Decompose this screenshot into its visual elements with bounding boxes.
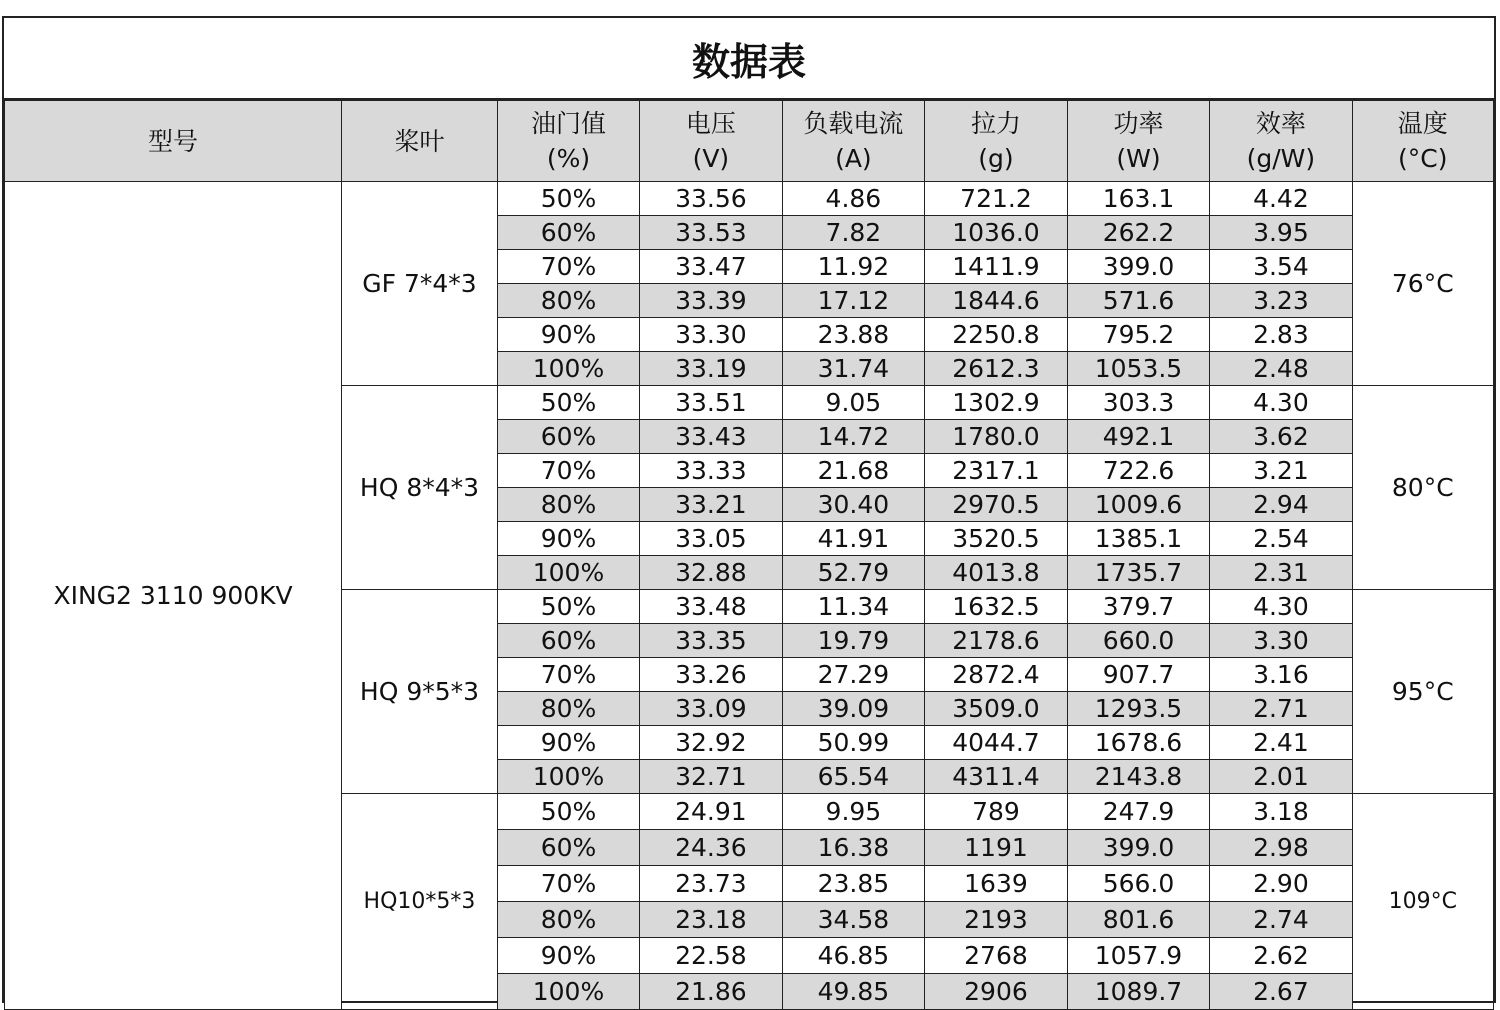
- power-cell: 379.7: [1067, 590, 1210, 624]
- header-row: [5, 101, 1494, 182]
- power-cell: 722.6: [1067, 454, 1210, 488]
- efficiency-cell: 3.23: [1210, 284, 1352, 318]
- throttle-cell: 80%: [497, 488, 639, 522]
- header-unit: (W): [1116, 144, 1161, 173]
- voltage-cell: 32.88: [640, 556, 782, 590]
- voltage-cell: 32.71: [640, 760, 782, 794]
- thrust-cell: 2612.3: [925, 352, 1068, 386]
- thrust-cell: 2250.8: [925, 318, 1068, 352]
- header-unit: (°C): [1398, 144, 1448, 173]
- efficiency-cell: 2.48: [1210, 352, 1352, 386]
- throttle-cell: 90%: [497, 522, 639, 556]
- current-cell: 23.88: [782, 318, 925, 352]
- thrust-cell: 1191: [925, 830, 1068, 866]
- header-unit: (A): [835, 144, 872, 173]
- throttle-cell: 70%: [497, 250, 639, 284]
- header-prop: [342, 101, 498, 182]
- throttle-cell: 80%: [497, 902, 639, 938]
- current-cell: 9.95: [782, 794, 925, 830]
- throttle-cell: 100%: [497, 974, 639, 1010]
- throttle-cell: 50%: [497, 386, 639, 420]
- current-cell: 9.05: [782, 386, 925, 420]
- thrust-cell: 1411.9: [925, 250, 1068, 284]
- throttle-cell: 70%: [497, 658, 639, 692]
- power-cell: 566.0: [1067, 866, 1210, 902]
- efficiency-cell: 2.62: [1210, 938, 1352, 974]
- thrust-cell: 1302.9: [925, 386, 1068, 420]
- current-cell: 50.99: [782, 726, 925, 760]
- current-cell: 14.72: [782, 420, 925, 454]
- power-cell: 303.3: [1067, 386, 1210, 420]
- table-row: [5, 182, 1494, 216]
- power-cell: 1385.1: [1067, 522, 1210, 556]
- power-cell: 399.0: [1067, 830, 1210, 866]
- header-voltage: [640, 101, 782, 182]
- efficiency-cell: 2.90: [1210, 866, 1352, 902]
- thrust-cell: 2872.4: [925, 658, 1068, 692]
- throttle-cell: 90%: [497, 938, 639, 974]
- throttle-cell: 70%: [497, 454, 639, 488]
- thrust-cell: 4044.7: [925, 726, 1068, 760]
- current-cell: 41.91: [782, 522, 925, 556]
- thrust-cell: 2317.1: [925, 454, 1068, 488]
- efficiency-cell: 3.16: [1210, 658, 1352, 692]
- thrust-cell: 789: [925, 794, 1068, 830]
- prop-cell: HQ 8*4*3: [342, 386, 498, 590]
- current-cell: 17.12: [782, 284, 925, 318]
- header-label: 电压: [685, 109, 736, 138]
- current-cell: 4.86: [782, 182, 925, 216]
- voltage-cell: 33.30: [640, 318, 782, 352]
- table-body: [5, 182, 1494, 1010]
- efficiency-cell: 4.30: [1210, 590, 1352, 624]
- header-label: 效率: [1255, 109, 1306, 138]
- header-unit: (g): [978, 144, 1014, 173]
- thrust-cell: 1639: [925, 866, 1068, 902]
- header-thrust: [925, 101, 1068, 182]
- temperature-cell: 80°C: [1352, 386, 1493, 590]
- thrust-cell: 2768: [925, 938, 1068, 974]
- voltage-cell: 24.36: [640, 830, 782, 866]
- power-cell: 492.1: [1067, 420, 1210, 454]
- header-unit: (g/W): [1246, 144, 1316, 173]
- voltage-cell: 22.58: [640, 938, 782, 974]
- current-cell: 23.85: [782, 866, 925, 902]
- power-cell: 571.6: [1067, 284, 1210, 318]
- header-current: [782, 101, 925, 182]
- voltage-cell: 33.35: [640, 624, 782, 658]
- power-cell: 2143.8: [1067, 760, 1210, 794]
- current-cell: 11.92: [782, 250, 925, 284]
- efficiency-cell: 3.62: [1210, 420, 1352, 454]
- power-cell: 1053.5: [1067, 352, 1210, 386]
- header-unit: (V): [692, 144, 730, 173]
- efficiency-cell: 3.21: [1210, 454, 1352, 488]
- voltage-cell: 33.21: [640, 488, 782, 522]
- current-cell: 52.79: [782, 556, 925, 590]
- efficiency-cell: 3.54: [1210, 250, 1352, 284]
- thrust-cell: 721.2: [925, 182, 1068, 216]
- header-unit: (%): [546, 144, 591, 173]
- power-cell: 1678.6: [1067, 726, 1210, 760]
- power-cell: 1089.7: [1067, 974, 1210, 1010]
- throttle-cell: 80%: [497, 284, 639, 318]
- header-label: 负载电流: [803, 109, 904, 138]
- voltage-cell: 33.33: [640, 454, 782, 488]
- throttle-cell: 50%: [497, 182, 639, 216]
- header-label: 油门值: [530, 109, 606, 138]
- header-label: 桨叶: [394, 126, 445, 156]
- header-power: [1067, 101, 1210, 182]
- header-throttle: [497, 101, 639, 182]
- efficiency-cell: 3.18: [1210, 794, 1352, 830]
- current-cell: 46.85: [782, 938, 925, 974]
- throttle-cell: 80%: [497, 692, 639, 726]
- current-cell: 16.38: [782, 830, 925, 866]
- throttle-cell: 60%: [497, 216, 639, 250]
- prop-cell: HQ 9*5*3: [342, 590, 498, 794]
- voltage-cell: 33.53: [640, 216, 782, 250]
- voltage-cell: 33.56: [640, 182, 782, 216]
- voltage-cell: 33.47: [640, 250, 782, 284]
- voltage-cell: 33.26: [640, 658, 782, 692]
- efficiency-cell: 2.83: [1210, 318, 1352, 352]
- header-model: [5, 101, 342, 182]
- voltage-cell: 33.19: [640, 352, 782, 386]
- thrust-cell: 2193: [925, 902, 1068, 938]
- temperature-cell: 109°C: [1352, 794, 1493, 1010]
- efficiency-cell: 2.74: [1210, 902, 1352, 938]
- power-cell: 399.0: [1067, 250, 1210, 284]
- efficiency-cell: 3.30: [1210, 624, 1352, 658]
- temperature-cell: 95°C: [1352, 590, 1493, 794]
- voltage-cell: 33.51: [640, 386, 782, 420]
- header-label: 拉力: [970, 109, 1021, 138]
- thrust-cell: 1844.6: [925, 284, 1068, 318]
- voltage-cell: 33.09: [640, 692, 782, 726]
- current-cell: 65.54: [782, 760, 925, 794]
- voltage-cell: 32.92: [640, 726, 782, 760]
- efficiency-cell: 4.30: [1210, 386, 1352, 420]
- prop-cell: GF 7*4*3: [342, 182, 498, 386]
- thrust-cell: 3509.0: [925, 692, 1068, 726]
- throttle-cell: 70%: [497, 866, 639, 902]
- header-label: 功率: [1113, 109, 1164, 138]
- header-label: 型号: [148, 126, 199, 156]
- voltage-cell: 33.39: [640, 284, 782, 318]
- current-cell: 21.68: [782, 454, 925, 488]
- power-cell: 801.6: [1067, 902, 1210, 938]
- power-cell: 907.7: [1067, 658, 1210, 692]
- power-cell: 262.2: [1067, 216, 1210, 250]
- current-cell: 11.34: [782, 590, 925, 624]
- table-title: 数据表: [4, 18, 1494, 100]
- voltage-cell: 33.43: [640, 420, 782, 454]
- efficiency-cell: 2.41: [1210, 726, 1352, 760]
- power-cell: 1293.5: [1067, 692, 1210, 726]
- efficiency-cell: 2.67: [1210, 974, 1352, 1010]
- efficiency-cell: 2.98: [1210, 830, 1352, 866]
- voltage-cell: 23.18: [640, 902, 782, 938]
- throttle-cell: 100%: [497, 556, 639, 590]
- throttle-cell: 60%: [497, 830, 639, 866]
- thrust-cell: 2906: [925, 974, 1068, 1010]
- throttle-cell: 60%: [497, 420, 639, 454]
- voltage-cell: 23.73: [640, 866, 782, 902]
- current-cell: 31.74: [782, 352, 925, 386]
- current-cell: 34.58: [782, 902, 925, 938]
- efficiency-cell: 2.71: [1210, 692, 1352, 726]
- voltage-cell: 33.48: [640, 590, 782, 624]
- header-label: 温度: [1397, 109, 1448, 138]
- throttle-cell: 100%: [497, 352, 639, 386]
- thrust-cell: 4311.4: [925, 760, 1068, 794]
- current-cell: 30.40: [782, 488, 925, 522]
- thrust-cell: 1780.0: [925, 420, 1068, 454]
- power-cell: 1735.7: [1067, 556, 1210, 590]
- power-cell: 163.1: [1067, 182, 1210, 216]
- current-cell: 49.85: [782, 974, 925, 1010]
- throttle-cell: 90%: [497, 318, 639, 352]
- voltage-cell: 21.86: [640, 974, 782, 1010]
- current-cell: 7.82: [782, 216, 925, 250]
- thrust-cell: 1632.5: [925, 590, 1068, 624]
- power-cell: 795.2: [1067, 318, 1210, 352]
- current-cell: 19.79: [782, 624, 925, 658]
- header-temperature: [1352, 101, 1493, 182]
- efficiency-cell: 2.94: [1210, 488, 1352, 522]
- thrust-cell: 1036.0: [925, 216, 1068, 250]
- throttle-cell: 50%: [497, 590, 639, 624]
- throttle-cell: 50%: [497, 794, 639, 830]
- voltage-cell: 33.05: [640, 522, 782, 556]
- thrust-cell: 3520.5: [925, 522, 1068, 556]
- efficiency-cell: 2.54: [1210, 522, 1352, 556]
- thrust-cell: 4013.8: [925, 556, 1068, 590]
- efficiency-cell: 3.95: [1210, 216, 1352, 250]
- data-table-frame: [2, 16, 1496, 1006]
- power-cell: 660.0: [1067, 624, 1210, 658]
- prop-cell: HQ10*5*3: [342, 794, 498, 1010]
- data-table: [4, 100, 1494, 1010]
- power-cell: 1009.6: [1067, 488, 1210, 522]
- temperature-cell: 76°C: [1352, 182, 1493, 386]
- header-efficiency: [1210, 101, 1352, 182]
- thrust-cell: 2178.6: [925, 624, 1068, 658]
- model-cell: XING2 3110 900KV: [5, 182, 342, 1010]
- throttle-cell: 60%: [497, 624, 639, 658]
- voltage-cell: 24.91: [640, 794, 782, 830]
- power-cell: 247.9: [1067, 794, 1210, 830]
- power-cell: 1057.9: [1067, 938, 1210, 974]
- efficiency-cell: 4.42: [1210, 182, 1352, 216]
- efficiency-cell: 2.01: [1210, 760, 1352, 794]
- efficiency-cell: 2.31: [1210, 556, 1352, 590]
- current-cell: 39.09: [782, 692, 925, 726]
- throttle-cell: 90%: [497, 726, 639, 760]
- current-cell: 27.29: [782, 658, 925, 692]
- thrust-cell: 2970.5: [925, 488, 1068, 522]
- throttle-cell: 100%: [497, 760, 639, 794]
